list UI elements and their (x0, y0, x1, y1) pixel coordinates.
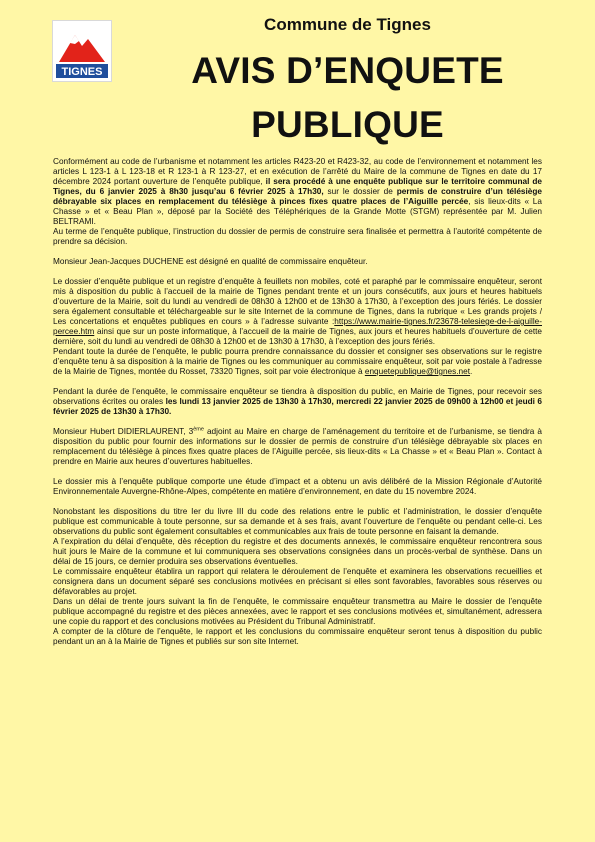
tignes-logo-mark (53, 21, 111, 81)
text: Conformément au code de l’urbanisme et notamment les articles R423-20 et R423-32, au code de l’environnement et notamment les articles L 123-1 à L 123-18 et R 123-1 à R 123-27, et en exécution de l’arrêté du Maire de la commune de Tignes en date du 17 décembre 2024 portant ouverture de l’enquête publique, (53, 157, 542, 186)
paragraph-commissioner: Monsieur Jean-Jacques DUCHENE est désigné en qualité de commissaire enquêteur. (53, 257, 368, 266)
page-title-line-1: AVIS D’ENQUETE (191, 50, 504, 91)
paragraph-expiry: A l’expiration du délai d’enquête, dès réception du registre et des documents annexés, le commissaire enquêteur rencontrera sous huit jours le Maire de la commune et lui communiquera ses observations consignées dans un procès-verbal de synthèse. Dans un délai de 15 jours, ce dernier produira ses observations éventuelles. (53, 537, 542, 566)
superscript: ème (193, 426, 204, 433)
text: Pendant la durée de l’enquête, le commissaire enquêteur se tiendra à disposition du public, en Mairie de Tignes, pour recevoir ses observations écrites ou orales (53, 387, 542, 406)
text: Monsieur Hubert DIDIERLAURENT, 3 (53, 427, 194, 436)
paragraph-permanences (53, 387, 542, 417)
paragraph-legal-basis (53, 157, 542, 227)
email-link[interactable]: enquetepublique@tignes.net (364, 367, 471, 376)
text: , sis lieux-dits « La Chasse » et « Beau Plan », déposé par la Société des Téléphériques de la Grande Motte (STGM) représentée par M. Julien BELTRAMI. (53, 197, 542, 226)
text: . (470, 367, 473, 376)
project-title: permis de construire d’un télésiège débrayable six places en remplacement du télésiège à pinces fixes quatre places de l’Aiguille percée (53, 187, 543, 206)
commune-name: Commune de Tignes (264, 15, 431, 34)
paragraph-communication: Nonobstant les dispositions du titre Ier du livre III du code des relations entre le public et l’administration, le dossier d’enquête publique est communicable à toute personne, sur sa demande et à ses frais, avant l’ouverture de l’enquête ou pendant celle-ci. Les observations du public sont également consultables et communicables aux frais de toute personne en faisant la demande. (53, 507, 542, 536)
logo-wordmark: TIGNES (61, 66, 103, 78)
dossier-link[interactable]: https://www.mairie-tignes.fr/23678-telesiege-de-l-aiguille-percee.htm (53, 317, 542, 336)
text: sur le dossier de (323, 187, 397, 196)
paragraph-deputy-mayor (53, 427, 542, 467)
page-title-line-2: PUBLIQUE (251, 104, 444, 145)
page-title (120, 44, 575, 152)
paragraph-impact-study: Le dossier mis à l’enquête publique comporte une étude d’impact et a obtenu un avis délibéré de la Mission Régionale d’Autorité Environnementale Auvergne-Rhône-Alpes, compétente en matière d’environnement, en date du 15 novembre 2024. (53, 477, 542, 496)
text: adjoint au Maire en charge de l’aménagement du territoire et de l’urbanisme, se tiendra à disposition du public pour fournir des informations sur le dossier de permis de construire d’un télésiège débrayable six places en remplacement du télésiège à pinces fixes quatre places de l’Aiguille percée, sis lieux-dits « La Chasse » et « Beau Plan ». Contact à prendre en Mairie aux heures d’ouvertures habituelles. (53, 427, 542, 466)
text: Le dossier d’enquête publique et un registre d’enquête à feuillets non mobiles, coté et paraphé par le commissaire enquêteur, seront mis à disposition du public à l’accueil de la mairie de Tignes pendant trente et un jours consécutifs, aux jours et heures habituels d’ouverture de la Mairie, soit du lundi au vendredi de 08h30 à 12h00 et de 13h30 à 17h30, à l’exception des jours fériés. Le dossier sera également consultable et téléchargeable sur le site Internet de la commune de Tignes, dans la rubrique « Les grands projets / Les concertations et enquêtes publiques en cours » à l’adresse suivante : (53, 277, 542, 326)
paragraph-transmission: Dans un délai de trente jours suivant la fin de l’enquête, le commissaire enquêteur transmettra au Maire le dossier de l’enquête publique accompagné du registre et des pièces annexées, avec le rapport et ses conclusions motivées et, simultanément, adressera une copie du rapport et des conclusions motivées au Président du Tribunal Administratif. (53, 597, 542, 626)
text: Pendant toute la durée de l’enquête, le public pourra prendre connaissance du dossier et consigner ses observations sur le registre d’enquête tenu à sa disposition à la mairie de Tignes ou les communiquer au commissaire enquêteur, soit par voie postale à l’adresse de la Mairie de Tignes, montée du Rosset, 73320 Tignes, soit par voie électronique à (53, 347, 542, 376)
tignes-logo (52, 20, 112, 82)
permanence-dates: les lundi 13 janvier 2025 de 13h30 à 17h30, mercredi 22 janvier 2025 de 09h00 à 12h00 et jeudi 6 février 2025 de 13h30 à 17h30. (53, 397, 542, 416)
text: ainsi que sur un poste informatique, à l’accueil de la mairie de Tignes, aux jours et heures habituels d’ouverture de cette dernière, soit du lundi au vendredi de 08h30 à 12h00 et de 13h30 à 17h30, à l’exception des jours fériés. (53, 327, 542, 346)
paragraph-file-access (53, 277, 542, 347)
paragraph-closure: A compter de la clôture de l’enquête, le rapport et les conclusions du commissaire enquêteur seront tenus à disposition du public pendant un an à la Mairie de Tignes et publiés sur son site Internet. (53, 627, 542, 646)
paragraph-decision: Au terme de l’enquête publique, l’instruction du dossier de permis de construire sera finalisée et permettra à l’autorité compétente de prendre sa décision. (53, 227, 542, 246)
paragraph-observations (53, 347, 542, 377)
enquiry-dates: il sera procédé à une enquête publique sur le territoire communal de Tignes, du 6 janvier 2025 à 8h30 jusqu’au 6 février 2025 à 17h30, (53, 177, 543, 196)
notice-body (53, 157, 542, 647)
paragraph-report: Le commissaire enquêteur établira un rapport qui relatera le déroulement de l’enquête et examinera les observations recueillies et consignera dans un document séparé ses conclusions motivées en précisant si elles sont favorables, favorables sous réserves ou défavorables au projet. (53, 567, 542, 596)
